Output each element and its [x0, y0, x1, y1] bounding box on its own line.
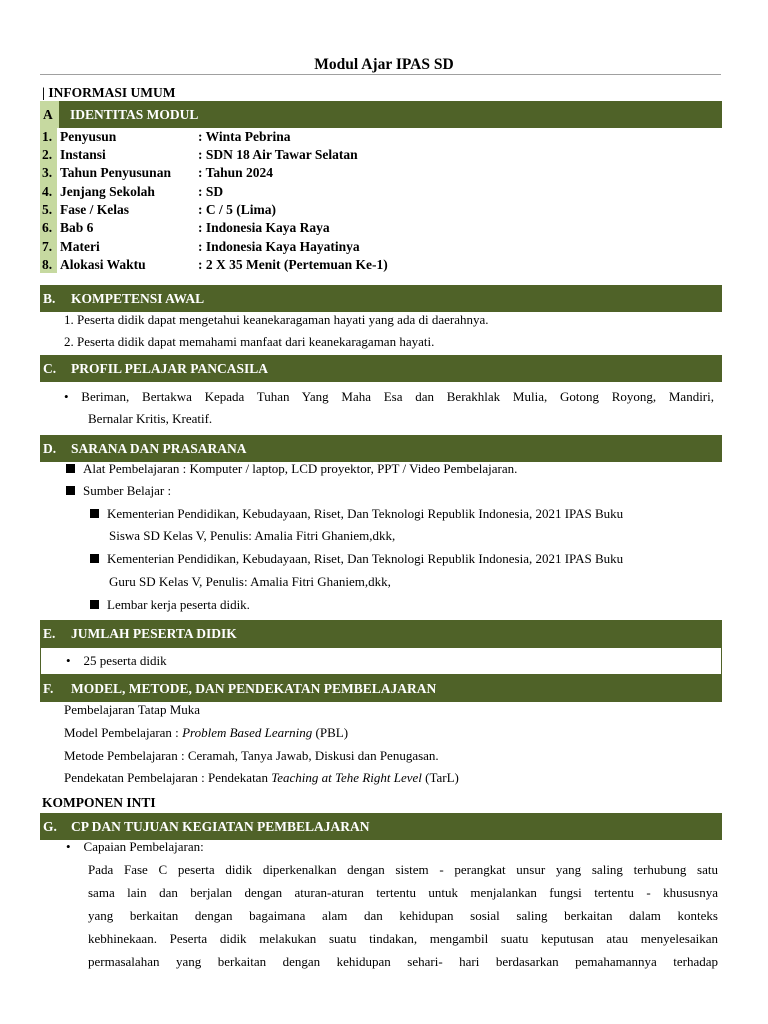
section-g-header — [40, 813, 722, 840]
identity-value: : SD — [198, 184, 224, 199]
section-f-header — [40, 675, 722, 702]
section-c-letter: C. — [43, 360, 57, 376]
capaian-paragraph-line: Pada Fase C peserta didik diperkenalkan dengan sistem - perangkat unsur yang saling terhubung satu — [88, 862, 718, 877]
square-bullet-icon — [90, 600, 99, 609]
profil-line: • Beriman, Bertakwa Kepada Tuhan Yang Maha Esa dan Berakhlak Mulia, Gotong Royong, Mandiri, — [64, 389, 714, 404]
model-text: Pendekatan Pembelajaran : Pendekatan — [64, 770, 272, 785]
profil-line: Bernalar Kritis, Kreatif. — [88, 411, 213, 426]
square-bullet-icon — [66, 464, 75, 473]
identity-label: Instansi — [60, 147, 106, 162]
identity-value: : Tahun 2024 — [198, 165, 274, 180]
sarana-text: Alat Pembelajaran : Komputer / laptop, LCD proyektor, PPT / Video Pembelajaran. — [83, 461, 518, 476]
identity-number: 8. — [42, 257, 53, 272]
model-emphasis: Teaching at Tehe Right Level — [271, 770, 422, 785]
identity-number: 3. — [42, 165, 53, 180]
identity-value: : Indonesia Kaya Raya — [198, 220, 330, 235]
capaian-bullet: • Capaian Pembelajaran: — [66, 839, 204, 854]
square-bullet-icon — [66, 486, 75, 495]
section-f-title: MODEL, METODE, DAN PENDEKATAN PEMBELAJARAN — [71, 680, 437, 696]
model-text: (PBL) — [312, 725, 349, 740]
identity-label: Fase / Kelas — [60, 202, 129, 217]
section-f-letter: F. — [43, 680, 54, 696]
sumber-text: Kementerian Pendidikan, Kebudayaan, Riset, Dan Teknologi Republik Indonesia, 2021 IPAS Buku — [107, 551, 624, 566]
komponen-inti-heading: KOMPONEN INTI — [42, 795, 156, 810]
section-d-letter: D. — [43, 440, 57, 456]
model-line — [64, 770, 459, 786]
kompetensi-item: 2. Peserta didik dapat memahami manfaat dari keanekaragaman hayati. — [64, 334, 435, 349]
identity-label: Alokasi Waktu — [60, 257, 146, 272]
capaian-paragraph-line: kebhinekaan. Peserta didik melakukan suatu tindakan, mengambil suatu keputusan atau menyelesaikan — [88, 931, 718, 946]
section-g-letter: G. — [43, 818, 57, 834]
identity-value: : Winta Pebrina — [198, 129, 291, 144]
identity-value: : Indonesia Kaya Hayatinya — [198, 239, 360, 254]
section-e-letter: E. — [43, 625, 56, 641]
capaian-paragraph-line: sama lain dan berjalan dengan aturan-aturan tertentu untuk menjalankan fungsi tertentu - khususnya — [88, 885, 718, 900]
identity-number: 5. — [42, 202, 53, 217]
section-c-title: PROFIL PELAJAR PANCASILA — [71, 360, 269, 376]
model-line: Metode Pembelajaran : Ceramah, Tanya Jawab, Diskusi dan Penugasan. — [64, 748, 439, 763]
section-a-title: IDENTITAS MODUL — [70, 106, 199, 122]
informasi-umum-heading: | INFORMASI UMUM — [42, 85, 176, 100]
identity-number: 7. — [42, 239, 53, 254]
section-b-title: KOMPETENSI AWAL — [71, 290, 205, 306]
section-a-letter: A — [40, 101, 59, 128]
model-emphasis: Problem Based Learning — [182, 725, 313, 740]
identity-label: Jenjang Sekolah — [60, 184, 155, 199]
sumber-item — [90, 597, 250, 613]
model-text: (TarL) — [421, 770, 459, 785]
sumber-text-cont: Siswa SD Kelas V, Penulis: Amalia Fitri Ghaniem,dkk, — [109, 528, 396, 543]
jumlah-peserta-item: • 25 peserta didik — [66, 653, 167, 668]
identity-label: Bab 6 — [60, 220, 94, 235]
model-line: Pembelajaran Tatap Muka — [64, 702, 201, 717]
section-d-header — [40, 435, 722, 462]
capaian-paragraph-line: permasalahan yang berkaitan dengan kehidupan sehari- hari berdasarkan pemahamannya terhadap — [88, 954, 718, 969]
sumber-text: Lembar kerja peserta didik. — [107, 597, 250, 612]
sumber-text-cont: Guru SD Kelas V, Penulis: Amalia Fitri Ghaniem,dkk, — [109, 574, 391, 589]
section-b-letter: B. — [43, 290, 56, 306]
identity-number: 4. — [42, 184, 53, 199]
square-bullet-icon — [90, 509, 99, 518]
identity-value: : 2 X 35 Menit (Pertemuan Ke-1) — [198, 257, 388, 272]
identity-label: Tahun Penyusunan — [60, 165, 171, 180]
section-g-title: CP DAN TUJUAN KEGIATAN PEMBELAJARAN — [71, 818, 370, 834]
identity-value: : SDN 18 Air Tawar Selatan — [198, 147, 358, 162]
section-e-header — [40, 620, 722, 647]
sarana-text: Sumber Belajar : — [83, 483, 172, 498]
capaian-paragraph-line: yang berkaitan dengan bagaimana alam dan kehidupan sosial saling berkaitan dalam konteks — [88, 908, 718, 923]
document-title: Modul Ajar IPAS SD — [314, 56, 454, 73]
section-c-header — [40, 355, 722, 382]
square-bullet-icon — [90, 554, 99, 563]
identity-label: Penyusun — [60, 129, 117, 144]
identity-number: 1. — [42, 129, 53, 144]
identity-number: 6. — [42, 220, 53, 235]
sumber-text: Kementerian Pendidikan, Kebudayaan, Riset, Dan Teknologi Republik Indonesia, 2021 IPAS Buku — [107, 506, 624, 521]
model-text: Model Pembelajaran : — [64, 725, 183, 740]
kompetensi-item: 1. Peserta didik dapat mengetahui keanekaragaman hayati yang ada di daerahnya. — [64, 312, 489, 327]
section-a-header — [40, 101, 722, 128]
model-line — [64, 725, 348, 741]
identity-value: : C / 5 (Lima) — [198, 202, 276, 217]
identity-label: Materi — [60, 239, 100, 254]
sarana-item — [66, 483, 171, 499]
identity-number: 2. — [42, 147, 53, 162]
section-b-header — [40, 285, 722, 312]
section-d-title: SARANA DAN PRASARANA — [71, 440, 247, 456]
sarana-item — [66, 461, 517, 477]
title-divider — [40, 74, 721, 75]
sumber-item — [90, 551, 623, 567]
sumber-item — [90, 506, 623, 522]
section-e-title: JUMLAH PESERTA DIDIK — [71, 625, 237, 641]
